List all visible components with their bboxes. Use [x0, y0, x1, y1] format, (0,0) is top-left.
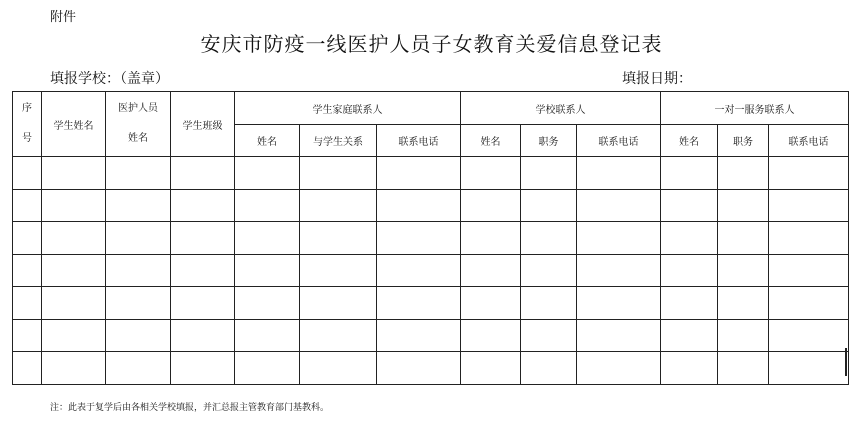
table-cell[interactable]	[13, 254, 42, 287]
table-cell[interactable]	[461, 157, 521, 190]
col-class-header: 学生班级	[171, 92, 235, 157]
table-cell[interactable]	[13, 352, 42, 385]
group-family-header: 学生家庭联系人	[235, 92, 461, 125]
family-phone-header: 联系电话	[377, 125, 461, 157]
family-relation-header: 与学生关系	[300, 125, 377, 157]
school-duty-header: 职务	[521, 125, 577, 157]
table-cell[interactable]	[661, 352, 718, 385]
col-medic-line-2: 姓名	[128, 133, 148, 144]
table-cell[interactable]	[235, 254, 300, 287]
table-cell[interactable]	[769, 157, 849, 190]
table-cell[interactable]	[661, 157, 718, 190]
col-seq-char-1: 序	[22, 103, 32, 114]
table-cell[interactable]	[13, 319, 42, 352]
table-cell[interactable]	[377, 254, 461, 287]
table-cell[interactable]	[42, 254, 106, 287]
table-cell[interactable]	[171, 352, 235, 385]
table-row	[13, 254, 849, 287]
table-cell[interactable]	[42, 319, 106, 352]
table-cell[interactable]	[521, 352, 577, 385]
table-cell[interactable]	[300, 254, 377, 287]
table-cell[interactable]	[718, 157, 769, 190]
table-cell[interactable]	[577, 222, 661, 255]
table-cell[interactable]	[106, 222, 171, 255]
table-cell[interactable]	[521, 189, 577, 222]
col-student-name-header: 学生姓名	[42, 92, 106, 157]
table-body	[13, 157, 849, 385]
table-cell[interactable]	[235, 222, 300, 255]
table-cell[interactable]	[661, 189, 718, 222]
table-cell[interactable]	[377, 352, 461, 385]
table-cell[interactable]	[300, 352, 377, 385]
table-cell[interactable]	[577, 254, 661, 287]
table-row	[13, 157, 849, 190]
table-cell[interactable]	[461, 352, 521, 385]
table-cell[interactable]	[661, 287, 718, 320]
date-field-label: 填报日期：	[622, 71, 692, 87]
table-cell[interactable]	[300, 287, 377, 320]
registration-table	[12, 91, 849, 385]
table-cell[interactable]	[461, 254, 521, 287]
table-cell[interactable]	[42, 157, 106, 190]
table-cell[interactable]	[171, 222, 235, 255]
table-cell[interactable]	[377, 157, 461, 190]
family-name-header: 姓名	[235, 125, 300, 157]
table-cell[interactable]	[42, 352, 106, 385]
table-cell[interactable]	[377, 189, 461, 222]
table-row	[13, 287, 849, 320]
school-name-header: 姓名	[461, 125, 521, 157]
table-cell[interactable]	[42, 287, 106, 320]
table-cell[interactable]	[718, 189, 769, 222]
table-cell[interactable]	[577, 157, 661, 190]
table-cell[interactable]	[106, 189, 171, 222]
table-cell[interactable]	[106, 254, 171, 287]
table-cell[interactable]	[106, 287, 171, 320]
page-title: 安庆市防疫一线医护人员子女教育关爱信息登记表	[200, 32, 663, 56]
table-cell[interactable]	[718, 352, 769, 385]
table-cell[interactable]	[171, 157, 235, 190]
table-cell[interactable]	[461, 287, 521, 320]
col-seq-header	[13, 92, 42, 157]
table-cell[interactable]	[521, 319, 577, 352]
header-row-1	[13, 92, 849, 125]
table-cell[interactable]	[171, 319, 235, 352]
attachment-label: 附件	[50, 10, 77, 25]
table-cell[interactable]	[13, 157, 42, 190]
table-cell[interactable]	[106, 352, 171, 385]
table-cell[interactable]	[377, 319, 461, 352]
footer-note: 注：此表于复学后由各相关学校填报，并汇总报主管教育部门基教科。	[50, 403, 330, 413]
table-cell[interactable]	[461, 189, 521, 222]
table-cell[interactable]	[769, 352, 849, 385]
table-cell[interactable]	[521, 287, 577, 320]
table-cell[interactable]	[377, 222, 461, 255]
table-cell[interactable]	[235, 157, 300, 190]
table-row	[13, 352, 849, 385]
table-cell[interactable]	[300, 222, 377, 255]
table-row	[13, 189, 849, 222]
table-cell[interactable]	[577, 319, 661, 352]
table-cell[interactable]	[769, 189, 849, 222]
table-cell[interactable]	[769, 319, 849, 352]
table-cell[interactable]	[718, 319, 769, 352]
service-phone-header: 联系电话	[769, 125, 849, 157]
service-name-header: 姓名	[661, 125, 718, 157]
table-cell[interactable]	[106, 157, 171, 190]
page-edge-mark	[845, 348, 847, 376]
table-cell[interactable]	[171, 254, 235, 287]
table-cell[interactable]	[235, 287, 300, 320]
table-cell[interactable]	[521, 222, 577, 255]
table-cell[interactable]	[106, 319, 171, 352]
table-cell[interactable]	[461, 319, 521, 352]
table-cell[interactable]	[661, 319, 718, 352]
service-duty-header: 职务	[718, 125, 769, 157]
table-cell[interactable]	[577, 189, 661, 222]
table-cell[interactable]	[661, 222, 718, 255]
table-cell[interactable]	[461, 222, 521, 255]
col-seq-char-2: 号	[22, 133, 32, 144]
col-medic-header	[106, 92, 171, 157]
table-cell[interactable]	[769, 254, 849, 287]
table-cell[interactable]	[235, 189, 300, 222]
table-cell[interactable]	[769, 287, 849, 320]
table-row	[13, 319, 849, 352]
table-cell[interactable]	[13, 189, 42, 222]
table-cell[interactable]	[13, 287, 42, 320]
table-cell[interactable]	[718, 222, 769, 255]
school-field-label: 填报学校：（盖章）	[50, 71, 169, 87]
table-cell[interactable]	[235, 352, 300, 385]
table-cell[interactable]	[300, 319, 377, 352]
table-cell[interactable]	[661, 254, 718, 287]
table-cell[interactable]	[235, 319, 300, 352]
table-cell[interactable]	[42, 222, 106, 255]
table-cell[interactable]	[42, 189, 106, 222]
table-cell[interactable]	[577, 352, 661, 385]
table-row	[13, 222, 849, 255]
table-cell[interactable]	[300, 189, 377, 222]
table-cell[interactable]	[300, 157, 377, 190]
table-cell[interactable]	[521, 254, 577, 287]
table-cell[interactable]	[171, 189, 235, 222]
table-cell[interactable]	[718, 287, 769, 320]
school-phone-header: 联系电话	[577, 125, 661, 157]
table-cell[interactable]	[577, 287, 661, 320]
table-cell[interactable]	[718, 254, 769, 287]
table-cell[interactable]	[171, 287, 235, 320]
table-cell[interactable]	[377, 287, 461, 320]
table-cell[interactable]	[521, 157, 577, 190]
table-cell[interactable]	[13, 222, 42, 255]
table-cell[interactable]	[769, 222, 849, 255]
group-school-header: 学校联系人	[461, 92, 661, 125]
col-medic-line-1: 医护人员	[118, 103, 158, 114]
group-service-header: 一对一服务联系人	[661, 92, 849, 125]
